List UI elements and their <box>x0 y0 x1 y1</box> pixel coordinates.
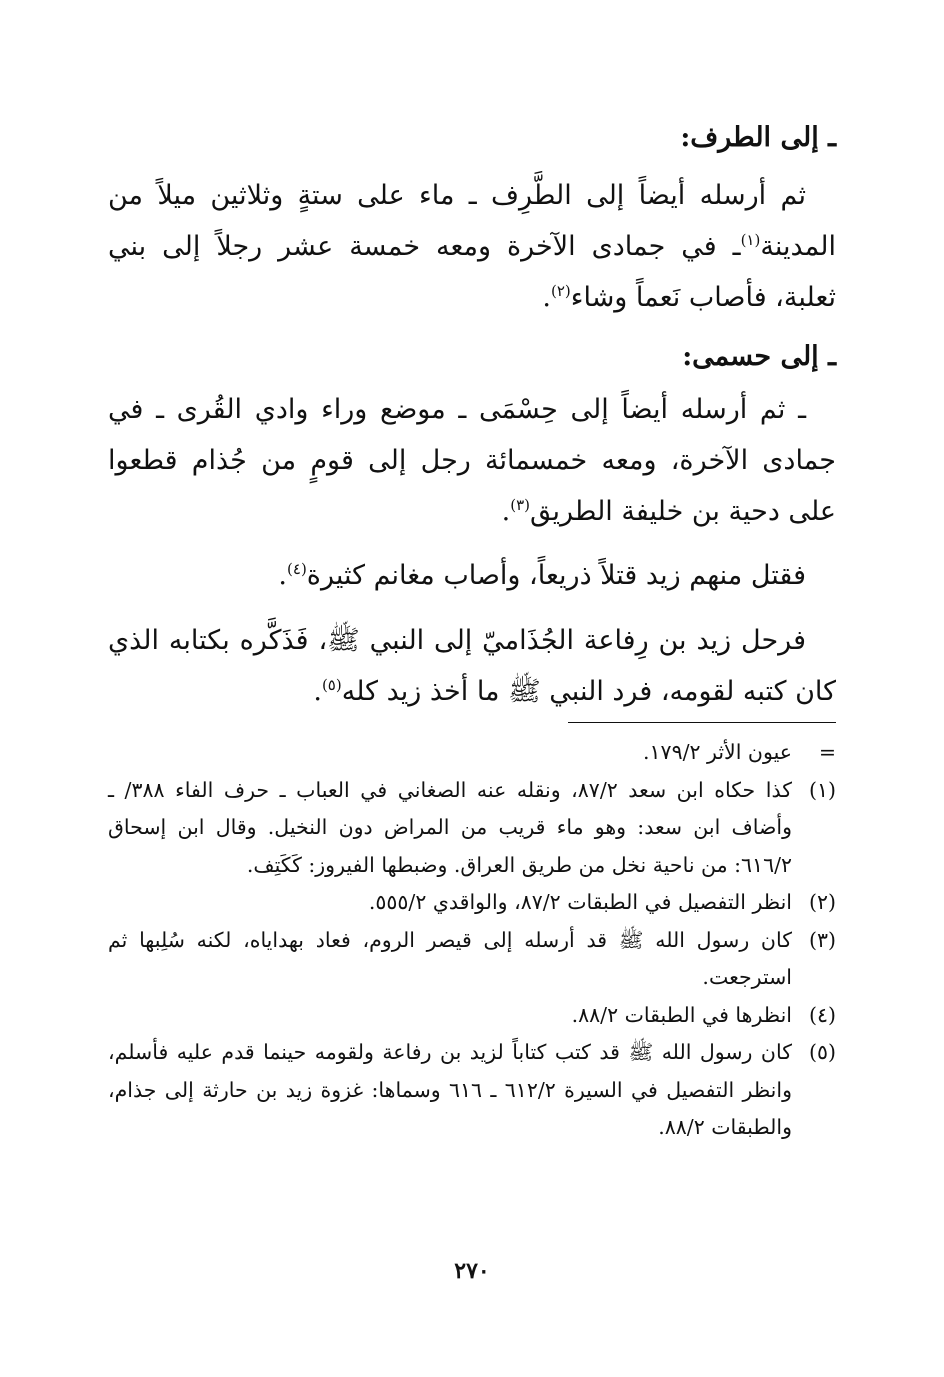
section-heading-taraf: ـ إلى الطرف: <box>680 122 836 153</box>
footnote-text: كان رسول الله ﷺ قد كتب كتاباً لزيد بن رفاعة ولقومه حينما قدم عليه فأسلم، وانظر التفصيل في السيرة ٦١٢/٢ ـ ٦١٦ وسماها: غزوة زيد بن حارثة إلى جذام، والطبقات ٨٨/٢. <box>108 1040 792 1139</box>
footnote-text: كذا حكاه ابن سعد ٨٧/٢، ونقله عنه الصغاني في العباب ـ حرف الفاء ٣٨٨/ ـ وأضاف ابن سعد: وهو ماء قريب من المراض دون النخيل. وقال ابن إسحاق ٦١٦/٢: من ناحية نخل من طريق العراق. وضبطها الفيروز: كَكَتِف. <box>108 777 792 877</box>
paragraph-end: . <box>501 496 511 527</box>
paragraph-killed <box>108 550 836 601</box>
paragraph-end: . <box>542 282 551 313</box>
footnote-number: = <box>818 740 836 764</box>
paragraph-hisma <box>108 384 836 537</box>
footnote-separator <box>568 722 836 723</box>
section-heading-hisma: ـ إلى حسمى: <box>682 341 836 372</box>
footnotes <box>108 734 836 1147</box>
paragraph-text: فرحل زيد بن رِفاعة الجُذَاميّ إلى النبي ﷺ، فَذَكَّره بكتابه الذي كان كتبه لقومه، فرد النبي ﷺ ما أخذ زيد كله <box>108 625 836 707</box>
footnote-ref[interactable]: (٢) <box>550 282 571 300</box>
page-number: ٢٧٠ <box>454 1258 490 1284</box>
footnote-ref[interactable]: (٣) <box>510 496 530 514</box>
paragraph-text-continued: ـ في جمادى الآخرة ومعه خمسة عشر رجلاً إلى بني ثعلبة، فأصاب نَعماً وشاء <box>108 231 836 313</box>
paragraph-rifaah <box>108 615 836 717</box>
footnote-number: (٣) <box>808 927 836 952</box>
footnote-text: عيون الأثر ١٧٩/٢. <box>643 740 792 764</box>
footnote-4 <box>108 997 836 1035</box>
footnote-number: (٢) <box>808 890 836 914</box>
footnote-number: (١) <box>808 777 836 802</box>
footnote-1 <box>108 772 836 885</box>
footnote-continuation <box>108 734 836 772</box>
paragraph-taraf <box>108 170 836 323</box>
footnote-text: انظر التفصيل في الطبقات ٨٧/٢، والواقدي ٥٥٥/٢. <box>368 890 792 914</box>
footnote-3 <box>108 922 836 997</box>
footnote-ref[interactable]: (١) <box>740 231 761 249</box>
paragraph-text: فقتل منهم زيد قتلاً ذريعاً، وأصاب مغانم كثيرة <box>306 560 806 591</box>
footnote-ref[interactable]: (٥) <box>321 676 342 694</box>
footnote-ref[interactable]: (٤) <box>287 560 307 578</box>
paragraph-text: ثم أرسله أيضاً إلى الطَّرِف ـ ماء على ستةٍ وثلاثين ميلاً من المدينة <box>108 180 836 262</box>
footnote-text: انظرها في الطبقات ٨٨/٢. <box>571 1002 792 1027</box>
footnote-text: كان رسول الله ﷺ قد أرسله إلى قيصر الروم، فعاد بهداياه، لكنه سُلِبها ثم استرجعت. <box>108 927 792 989</box>
paragraph-end: . <box>278 560 288 591</box>
paragraph-end: . <box>313 676 322 707</box>
paragraph-text: ـ ثم أرسله أيضاً إلى حِسْمَى ـ موضع وراء وادي القُرى ـ في جمادى الآخرة، ومعه خمسمائة رجل إلى قومٍ من جُذام قطعوا على دحية بن خليفة الطريق <box>108 394 836 527</box>
footnote-number: (٥) <box>808 1040 836 1064</box>
book-page <box>108 0 836 1377</box>
footnote-5 <box>108 1034 836 1147</box>
footnote-2 <box>108 884 836 922</box>
footnote-number: (٤) <box>808 1002 836 1027</box>
